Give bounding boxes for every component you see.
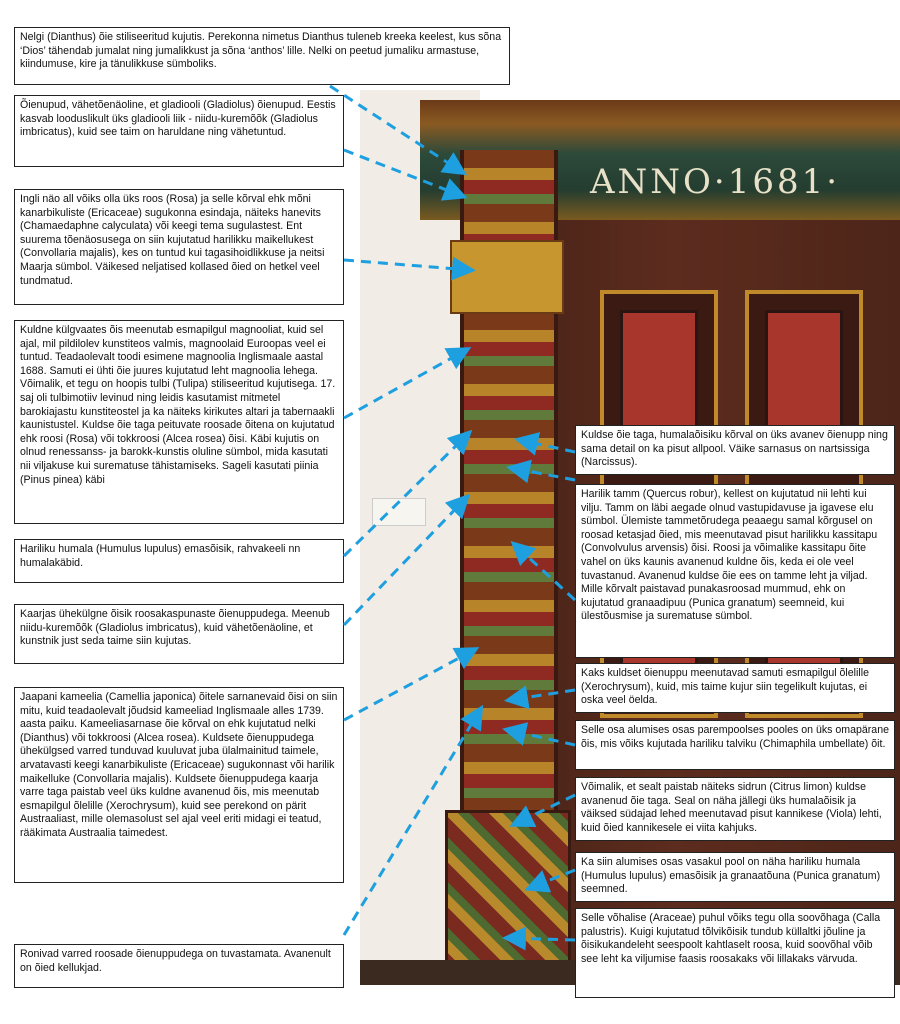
note-citrus-viola: Võimalik, et sealt paistab näiteks sidrun (Citrus limon) kuldse avanenud õie taga. Seal on näha jällegi üks humalaõisik ja väiksed südajad lehed meenutavad pisut kannikese (Viola) lehti, kuid õied kannikesele ei viita kahjuks. bbox=[575, 777, 895, 841]
light-switch bbox=[372, 498, 426, 526]
note-humulus-punica: Ka siin alumises osas vasakul pool on näha hariliku humala (Humulus lupulus) emasõisik ja granaatõuna (Punica granatum) seemned. bbox=[575, 852, 895, 902]
note-magnolia-tulip: Kuldne külgvaates õis meenutab esmapilgul magnooliat, kuid sel ajal, mil pildilolev kunstiteos valmis, magnoolaid Euroopas veel ei tuntud. Teadaolevalt toodi esimene magnoolia Inglismaale aastal 1688. Samuti ei ühti õie juures kujutatud leht magnoolia lehega. Võimalik, et tegu on hoopis tulbi (Tulipa) stiliseeritud kujutisega. 17. saj oli tulbimotiiv levinud ning leidis kasutamist mitmetel barokiajastu kunstiteostel ja ka näiteks kirikutes altari ja tabernaakli kaunistustel. Kuldse õie taga peituvate roosade õitena on kujutatud ehk roosi (Rosa) või tokkroosi (Alcea rosea) õisi. Käbi kujutis on olnud renessanss- ja barokk-kunstis oluline sümbol, mida kasutati nii viljakuse kui surematuse tähistamiseks. Sageli kasutati piinia (Pinus pinea) käbi bbox=[14, 320, 344, 524]
note-humulus: Hariliku humala (Humulus lupulus) emasõisik, rahvakeeli nn humalakäbid. bbox=[14, 539, 344, 583]
note-gladiolus-buds: Õienupud, vähetõenäoline, et gladiooli (Gladiolus) õienupud. Eestis kasvab looduslikult üks gladiooli liik - niidu-kuremõõk (Gladiolus imbricatus), kuid see taim on haruldane ning vähetuntud. bbox=[14, 95, 344, 167]
note-calla: Selle võhalise (Araceae) puhul võiks tegu olla soovõhaga (Calla palustris). Kuigi kujutatud tõlvikõisik tundub küllaltki jõuline ja õisikukandeleht seespoolt kahtlaselt roosa, kuid soovõhal võib see leht ka viljumise faasis roosakaks või lillakaks värvuda. bbox=[575, 908, 895, 998]
note-xerochrysum: Kaks kuldset õienuppu meenutavad samuti esmapilgul õlelille (Xerochrysum), kuid, mis taime kujur siin tegelikult kujutas, ei oska veel öelda. bbox=[575, 663, 895, 713]
note-gladiolus-imbricatus: Kaarjas ühekülgne õisik roosakaspunaste õienuppudega. Meenub niidu-kuremõõk (Gladiolus imbricatus), kuid vähetõenäoline, et kunstnik just seda taime siin kujutas. bbox=[14, 604, 344, 664]
note-quercus: Harilik tamm (Quercus robur), kellest on kujutatud nii lehti kui vilju. Tamm on läbi aegade olnud vastupidavuse ja igavese elu sümbol. Ülemiste tammetõrudega peaaegu samal kõrgusel on roosad ketasjad õied, mis meenutavad pisut harilikku kassitapu (Convolvulus arvensis) õisi. Roosi ja võimalike kassitapu õite vahel on üks kaunis avanenud kuldne õis, keda ei ole veel tuvastanud. Avanenud kuldse õie ees on tamme leht ja viljad. Mille kõrvalt paistavad punakasroosad mummud, ehk on kujutatud granaadipuu (Punica granatum) seemneid, kui ülestõusmise ja surematuse sümbol. bbox=[575, 484, 895, 658]
note-climbing-stems: Ronivad varred roosade õienuppudega on tuvastamata. Avanenult on õied kellukjad. bbox=[14, 944, 344, 988]
note-camellia: Jaapani kameelia (Camellia japonica) õitele sarnanevaid õisi on siin mitu, kuid teadaolevalt jõudsid kameeliad Inglismaale alles 1739. aasta paiku. Kameeliasarnase õie kõrval on ehk kujutatud nelki (Dianthus) või tokkroosi (Alcea rosea). Kuldsete õienuppudega ühekülgsed varred tunduvad kuuluvat juba ülalmainitud taimele, arvatavasti keegi kanarbikuliste (Ericaceae) sugukonnast või harilik maikelluke (Convollaria majalis). Kuldsete õienuppudega kaarja varre taga paistab veel üks kuldne avanenud õis, mis meenutab esmapilgul õlelille (Xerochrysum), kuid see perekond on pärit Austraaliast, mille olemasolust sel ajal veel eriti midagi ei teatud, rääkimata Austraalia taimedest. bbox=[14, 687, 344, 883]
note-dianthus: Nelgi (Dianthus) õie stiliseeritud kujutis. Perekonna nimetus Dianthus tuleneb kreeka keelest, kus sõna ‘Dios’ tähendab jumalat ning jumalikkust ja sõna ‘anthos’ lille. Nelki on peetud jumaliku armastuse, kiindumuse, kire ja tänulikkuse sümboliks. bbox=[14, 27, 510, 85]
note-narcissus: Kuldse õie taga, humalaõisiku kõrval on üks avanev õienupp ning sama detail on ka pisut allpool. Väike sarnasus on nartsissiga (Narcissus). bbox=[575, 425, 895, 475]
pillar-capital bbox=[450, 240, 564, 314]
pillar-base bbox=[445, 810, 571, 976]
note-chimaphila: Selle osa alumises osas parempoolses pooles on üks omapärane õis, mis võiks kujutada hariliku talviku (Chimaphila umbellate) õit. bbox=[575, 720, 895, 770]
date-inscription: ANNO·1681· bbox=[590, 162, 841, 202]
note-rosa-convallaria: Ingli näo all võiks olla üks roos (Rosa) ja selle kõrval ehk mõni kanarbikuliste (Ericaceae) sugukonna esindaja, näiteks hanevits (Chamaedaphne calyculata) või keegi tema sugulastest. Ent suurema tõenäosusega on siin kujutatud harilikku maikellukest (Convollaria majalis), kes on tuntud kui tagasihoidlikkuse ja neitsi Maarja sümbol. Väikesed neljatised kollased õied on hetkel veel tundmatud. bbox=[14, 189, 344, 305]
